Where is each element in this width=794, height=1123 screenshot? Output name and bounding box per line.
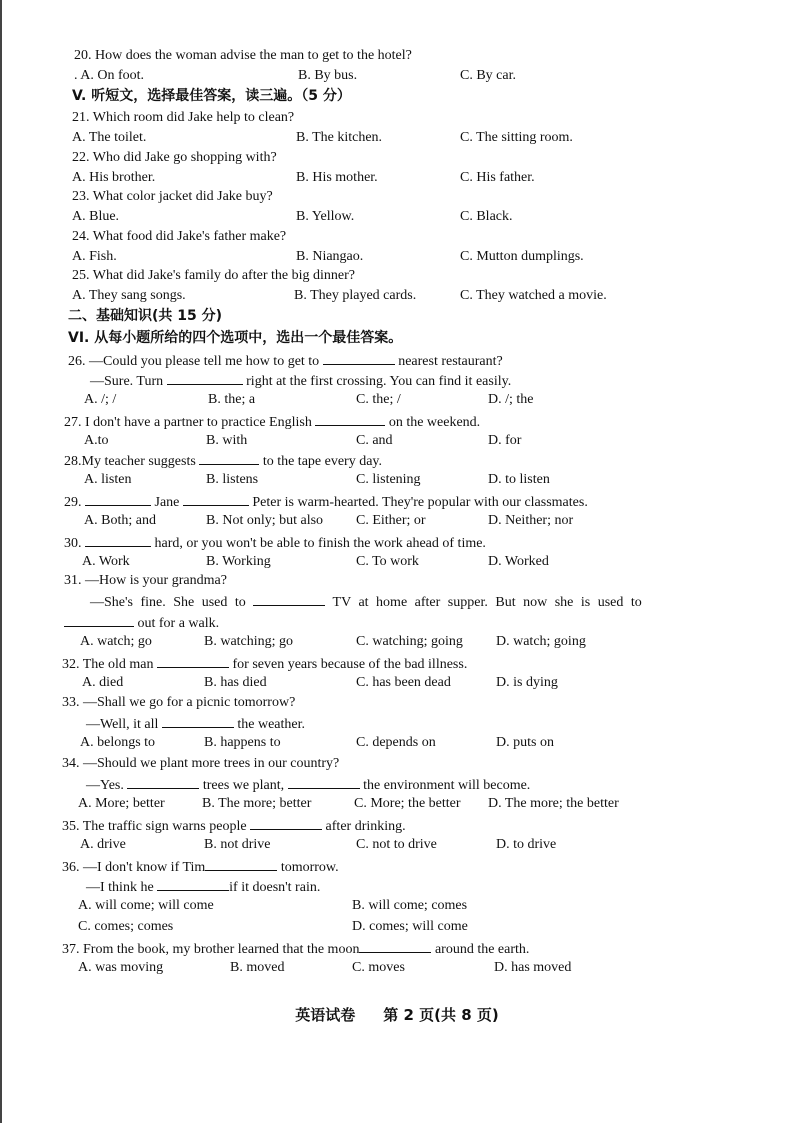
option-d: D. The more; the better xyxy=(488,796,619,811)
question-36-options-1 xyxy=(0,896,794,916)
option-c: C. and xyxy=(356,433,393,448)
option-b: B. has died xyxy=(204,675,267,690)
stem-text: for seven years because of the bad illness. xyxy=(232,657,468,672)
option-b: B. moved xyxy=(230,960,285,975)
stem-text: 28.My teacher suggests xyxy=(64,454,196,469)
stem-text: 37. From the book, my brother learned that the moon xyxy=(62,942,360,957)
question-stem: 31. —How is your grandma? xyxy=(64,573,227,588)
question-26-options xyxy=(0,390,794,410)
answer-blank xyxy=(199,450,259,465)
question-stem: 23. What color jacket did Jake buy? xyxy=(72,189,273,204)
question-25 xyxy=(0,266,794,286)
part-2-heading xyxy=(0,306,794,326)
stem-text: 26. —Could you please tell me how to get to xyxy=(68,354,320,369)
question-31-line-2 xyxy=(0,591,794,611)
question-stem xyxy=(62,938,529,960)
stem-text: on the weekend. xyxy=(388,415,481,430)
question-37-options xyxy=(0,958,794,978)
stem-text: after drinking. xyxy=(325,819,406,834)
question-27-options xyxy=(0,431,794,451)
option-b: B. Niangao. xyxy=(296,249,364,264)
section-6-heading xyxy=(0,328,794,348)
question-stem xyxy=(86,876,320,898)
option-d: D. puts on xyxy=(496,735,554,750)
answer-blank xyxy=(167,370,243,385)
stem-text: tomorrow. xyxy=(280,860,339,875)
question-22 xyxy=(0,148,794,168)
question-30 xyxy=(0,532,794,552)
question-34-line-2 xyxy=(0,774,794,794)
question-stem: 34. —Should we plant more trees in our country? xyxy=(62,756,340,771)
footer-subject: 英语试卷 xyxy=(295,1006,356,1024)
option-c: C. Either; or xyxy=(356,513,426,528)
stem-text: —Yes. xyxy=(86,778,124,793)
option-c: C. not to drive xyxy=(356,837,437,852)
option-a: A. was moving xyxy=(78,960,164,975)
option-a: A. More; better xyxy=(78,796,165,811)
question-35-options xyxy=(0,835,794,855)
stem-text: trees we plant, xyxy=(202,778,285,793)
question-stem: 21. Which room did Jake help to clean? xyxy=(72,110,295,125)
option-c: C. depends on xyxy=(356,735,436,750)
question-32 xyxy=(0,653,794,673)
question-24-options xyxy=(0,247,794,267)
option-a: A. belongs to xyxy=(80,735,156,750)
option-c: C. By car. xyxy=(460,68,516,83)
question-29 xyxy=(0,491,794,511)
option-d: D. has moved xyxy=(494,960,572,975)
question-stem: 25. What did Jake's family do after the big dinner? xyxy=(72,268,355,283)
question-26-line-2 xyxy=(0,370,794,390)
question-31 xyxy=(0,571,794,591)
option-d: D. comes; will come xyxy=(352,919,468,934)
stem-text: if it doesn't rain. xyxy=(229,880,321,895)
stem-text: out for a walk. xyxy=(137,616,220,631)
option-b: B. not drive xyxy=(204,837,271,852)
stem-text: 29. xyxy=(64,495,82,510)
question-stem xyxy=(64,532,486,554)
option-a: A. /; / xyxy=(84,392,117,407)
question-34-options xyxy=(0,794,794,814)
stem-text: —Sure. Turn xyxy=(90,374,164,389)
option-b: B. Yellow. xyxy=(296,209,355,224)
section-title: VI. 从每小题所给的四个选项中，选出一个最佳答案。 xyxy=(68,330,403,346)
option-c: C. They watched a movie. xyxy=(460,288,607,303)
option-c: C. Mutton dumplings. xyxy=(460,249,584,264)
option-d: D. /; the xyxy=(488,392,534,407)
question-stem xyxy=(62,653,467,675)
stem-text: 30. xyxy=(64,536,82,551)
option-b: B. By bus. xyxy=(298,68,358,83)
question-24 xyxy=(0,227,794,247)
option-d: D. Neither; nor xyxy=(488,513,574,528)
question-21-options xyxy=(0,128,794,148)
option-a: A. will come; will come xyxy=(78,898,214,913)
option-a: A. His brother. xyxy=(72,170,156,185)
option-a: A. watch; go xyxy=(80,634,152,649)
answer-blank xyxy=(359,938,431,953)
option-c: C. More; the better xyxy=(354,796,461,811)
option-d: D. for xyxy=(488,433,522,448)
option-b: B. the; a xyxy=(208,392,256,407)
option-c: C. His father. xyxy=(460,170,535,185)
question-stem xyxy=(62,856,339,878)
option-b: B. watching; go xyxy=(204,634,294,649)
question-31-line-3 xyxy=(0,612,794,632)
option-b: B. Working xyxy=(206,554,271,569)
stem-text: hard, or you won't be able to finish the work ahead of time. xyxy=(154,536,486,551)
question-36-line-2 xyxy=(0,876,794,896)
option-d: D. is dying xyxy=(496,675,558,690)
answer-blank xyxy=(183,491,249,506)
answer-blank xyxy=(288,774,360,789)
question-26 xyxy=(0,350,794,370)
question-30-options xyxy=(0,552,794,572)
option-b: B. They played cards. xyxy=(294,288,417,303)
answer-blank xyxy=(250,815,322,830)
question-31-options xyxy=(0,632,794,652)
stem-text: nearest restaurant? xyxy=(398,354,503,369)
stem-text: Peter is warm-hearted. They're popular with our classmates. xyxy=(252,495,588,510)
option-a: A. listen xyxy=(84,472,132,487)
question-34 xyxy=(0,754,794,774)
option-d: D. Worked xyxy=(488,554,549,569)
question-stem: 22. Who did Jake go shopping with? xyxy=(72,150,277,165)
option-a: A. Blue. xyxy=(72,209,120,224)
question-21 xyxy=(0,108,794,128)
option-d: D. watch; going xyxy=(496,634,586,649)
option-b: B. The kitchen. xyxy=(296,130,383,145)
question-stem: 20. How does the woman advise the man to get to the hotel? xyxy=(74,48,412,63)
question-37 xyxy=(0,938,794,958)
answer-blank xyxy=(157,653,229,668)
stem-text: —She's fine. She used to xyxy=(90,595,246,610)
question-stem xyxy=(68,350,503,372)
section-5-heading xyxy=(0,86,794,106)
answer-blank xyxy=(253,591,325,606)
question-stem xyxy=(90,591,642,613)
option-a: A. died xyxy=(82,675,124,690)
stem-text: 36. —I don't know if Tim xyxy=(62,860,206,875)
question-33 xyxy=(0,693,794,713)
option-a: A. Fish. xyxy=(72,249,117,264)
answer-blank xyxy=(323,350,395,365)
answer-blank xyxy=(64,612,134,627)
stem-text: the weather. xyxy=(237,717,305,732)
question-stem xyxy=(86,713,305,735)
question-36 xyxy=(0,856,794,876)
question-32-options xyxy=(0,673,794,693)
question-20 xyxy=(0,46,794,66)
stem-text: around the earth. xyxy=(434,942,530,957)
question-20-options xyxy=(0,66,794,86)
option-a: A. drive xyxy=(80,837,126,852)
option-c: C. the; / xyxy=(356,392,401,407)
stem-text: the environment will become. xyxy=(363,778,531,793)
option-c: C. To work xyxy=(356,554,419,569)
question-36-options-2 xyxy=(0,917,794,937)
question-23-options xyxy=(0,207,794,227)
option-d: D. to drive xyxy=(496,837,557,852)
question-stem xyxy=(64,612,219,634)
question-stem xyxy=(64,411,480,433)
option-b: B. listens xyxy=(206,472,259,487)
question-stem: 24. What food did Jake's father make? xyxy=(72,229,287,244)
option-a: A.to xyxy=(84,433,109,448)
answer-blank xyxy=(205,856,277,871)
stem-text: 35. The traffic sign warns people xyxy=(62,819,247,834)
stem-text: to the tape every day. xyxy=(262,454,383,469)
option-a: A. They sang songs. xyxy=(72,288,186,303)
question-stem xyxy=(64,450,382,472)
option-b: B. His mother. xyxy=(296,170,378,185)
option-c: C. Black. xyxy=(460,209,513,224)
question-stem xyxy=(86,774,530,796)
footer-page-number: 第 2 页(共 8 页) xyxy=(383,1006,499,1024)
stem-text: —I think he xyxy=(86,880,154,895)
answer-blank xyxy=(127,774,199,789)
option-c: C. comes; comes xyxy=(78,919,174,934)
option-b: B. The more; better xyxy=(202,796,312,811)
question-35 xyxy=(0,815,794,835)
stem-text: Jane xyxy=(154,495,180,510)
stem-text: right at the first crossing. You can find it easily. xyxy=(246,374,512,389)
question-25-options xyxy=(0,286,794,306)
option-a: . A. On foot. xyxy=(74,68,144,83)
answer-blank xyxy=(85,532,151,547)
option-c: C. listening xyxy=(356,472,421,487)
answer-blank xyxy=(315,411,385,426)
option-c: C. The sitting room. xyxy=(460,130,573,145)
page-footer xyxy=(0,1004,794,1025)
question-33-line-2 xyxy=(0,713,794,733)
question-27 xyxy=(0,411,794,431)
question-22-options xyxy=(0,168,794,188)
option-c: C. has been dead xyxy=(356,675,451,690)
option-b: B. happens to xyxy=(204,735,281,750)
part-title: 二、基础知识(共 15 分) xyxy=(68,308,223,324)
option-d: D. to listen xyxy=(488,472,550,487)
question-28-options xyxy=(0,470,794,490)
option-a: A. Both; and xyxy=(84,513,156,528)
answer-blank xyxy=(162,713,234,728)
stem-text: TV at home after supper. But now she is used to xyxy=(332,595,642,610)
question-stem: 33. —Shall we go for a picnic tomorrow? xyxy=(62,695,296,710)
question-33-options xyxy=(0,733,794,753)
question-28 xyxy=(0,450,794,470)
answer-blank xyxy=(85,491,151,506)
option-c: C. watching; going xyxy=(356,634,463,649)
stem-text: 32. The old man xyxy=(62,657,154,672)
option-b: B. Not only; but also xyxy=(206,513,324,528)
option-a: A. Work xyxy=(82,554,130,569)
option-b: B. will come; comes xyxy=(352,898,468,913)
question-29-options xyxy=(0,511,794,531)
section-title: V. 听短文，选择最佳答案，读三遍。（5 分） xyxy=(72,88,351,104)
stem-text: —Well, it all xyxy=(86,717,159,732)
option-b: B. with xyxy=(206,433,248,448)
answer-blank xyxy=(157,876,229,891)
question-stem xyxy=(64,491,588,513)
option-a: A. The toilet. xyxy=(72,130,147,145)
stem-text: 27. I don't have a partner to practice English xyxy=(64,415,312,430)
question-stem xyxy=(90,370,511,392)
question-stem xyxy=(62,815,406,837)
option-c: C. moves xyxy=(352,960,405,975)
question-23 xyxy=(0,187,794,207)
